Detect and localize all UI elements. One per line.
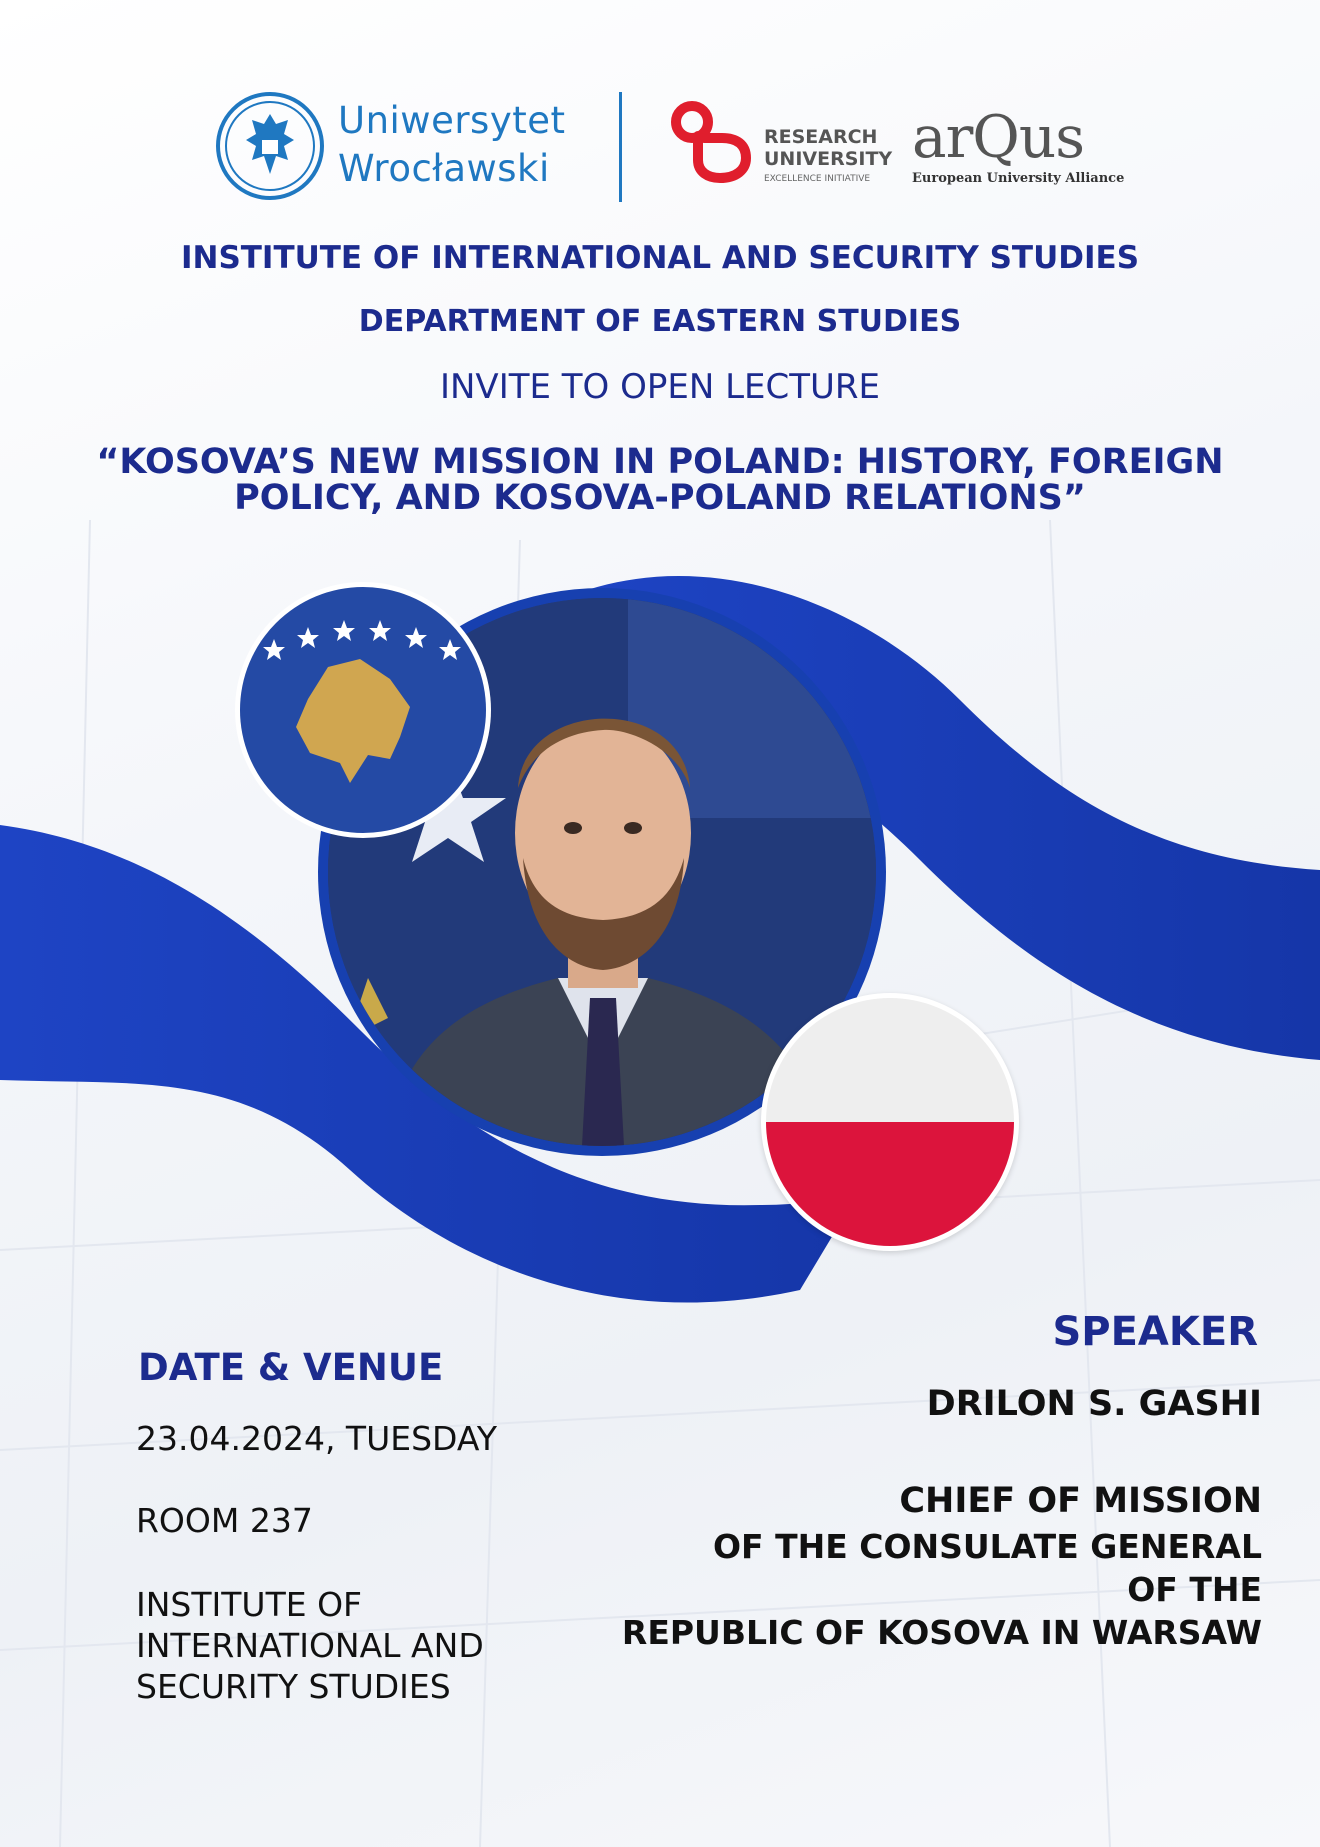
research-university-icon	[670, 98, 756, 186]
venue-line2: INTERNATIONAL AND	[136, 1626, 484, 1665]
poland-flag-icon	[766, 998, 1014, 1246]
speaker-name: DRILON S. GASHI	[926, 1384, 1262, 1424]
institute-heading: INSTITUTE OF INTERNATIONAL AND SECURITY STUDIES	[180, 240, 1140, 276]
speaker-role-line4: REPUBLIC OF KOSOVA IN WARSAW	[621, 1613, 1262, 1652]
research-line3: EXCELLENCE INITIATIVE	[764, 174, 871, 184]
uwr-crest-logo	[214, 90, 326, 202]
venue-line3: SECURITY STUDIES	[136, 1667, 451, 1706]
research-line1: RESEARCH	[764, 126, 878, 148]
arqus-wordmark: arQus	[912, 103, 1084, 171]
logo-divider	[619, 92, 622, 202]
uwr-name-line2: Wrocławski	[338, 147, 550, 190]
invite-text: INVITE TO OPEN LECTURE	[439, 367, 881, 407]
arqus-logo	[912, 103, 1084, 171]
arqus-subtitle: European University Alliance	[912, 171, 1125, 186]
speaker-role-line2: OF THE CONSULATE GENERAL	[712, 1527, 1262, 1566]
department-heading: DEPARTMENT OF EASTERN STUDIES	[358, 304, 962, 339]
kosovo-flag-icon	[240, 587, 486, 833]
venue-line1: INSTITUTE OF	[136, 1585, 363, 1624]
uwr-name-line1: Uniwersytet	[338, 99, 566, 142]
lecture-title-line1: “KOSOVA’S NEW MISSION IN POLAND: HISTORY, FOREIGN	[96, 442, 1224, 482]
lecture-title-line2: POLICY, AND KOSOVA-POLAND RELATIONS”	[234, 478, 1086, 518]
speaker-role-line1: CHIEF OF MISSION	[899, 1481, 1262, 1521]
speaker-role-line3: OF THE	[1127, 1570, 1262, 1609]
research-line2: UNIVERSITY	[764, 148, 893, 170]
speaker-heading: SPEAKER	[1052, 1309, 1258, 1355]
date-venue-heading: DATE & VENUE	[138, 1346, 444, 1389]
event-room: ROOM 237	[136, 1501, 313, 1540]
event-date: 23.04.2024, TUESDAY	[136, 1419, 498, 1458]
